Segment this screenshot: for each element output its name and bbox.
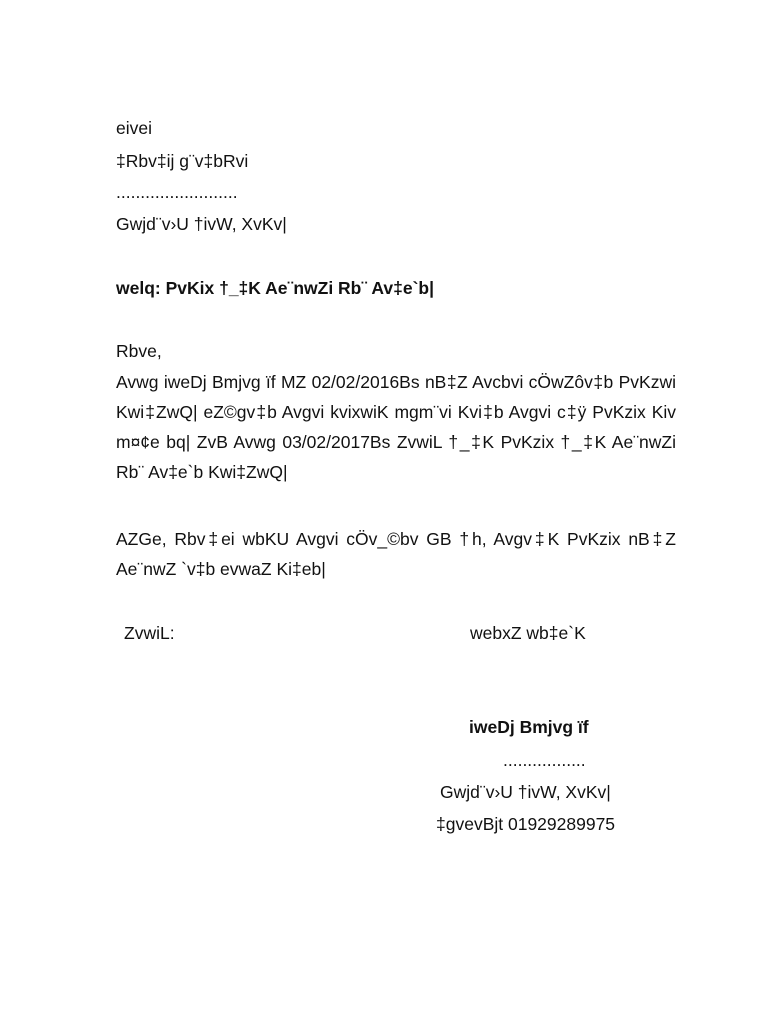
body-paragraph-1: Avwg iweDj Bmjvg ïf MZ 02/02/2016Bs nB‡Z Avcbvi cÖwZôv‡b PvKzwi Kwi‡ZwQ| eZ©gv‡b Avgvi kvixwiK mgm¨vi Kvi‡b Avgvi c‡ÿ PvKzix Kiv m¤¢e bq| ZvB Avwg 03/02/2017Bs ZvwiL †_‡K PvKzix †_‡K Ae¨nwZi Rb¨ Av‡e`b Kwi‡ZwQ| — [116, 372, 676, 482]
signature-address: Gwjd¨v›U †ivW, XvKv| — [440, 782, 611, 802]
signature-dots: ................. — [503, 750, 586, 770]
body-paragraph-2: AZGe, Rbv‡ei wbKU Avgvi cÖv_©bv GB †h, Avgv‡K PvKzix nB‡Z Ae¨nwZ `v‡b evwaZ Ki‡eb| — [116, 529, 676, 579]
addressee-line-2: ‡Rbv‡ij g¨v‡bRvi — [116, 151, 249, 171]
signature-mobile: ‡gvevBjt 01929289975 — [436, 814, 616, 834]
subject-line: welq: PvKix †_‡K Ae¨nwZi Rb¨ Av‡e`b| — [116, 278, 435, 298]
addressee-line-4: Gwjd¨v›U †ivW, XvKv| — [116, 214, 287, 234]
signature-name: iweDj Bmjvg ïf — [469, 717, 589, 737]
closing-text: webxZ wb‡e`K — [470, 623, 586, 643]
addressee-line-3: ......................... — [116, 182, 238, 202]
addressee-line-1: eivei — [116, 118, 152, 138]
date-label: ZvwiL: — [124, 623, 175, 643]
salutation: Rbve, — [116, 341, 162, 361]
